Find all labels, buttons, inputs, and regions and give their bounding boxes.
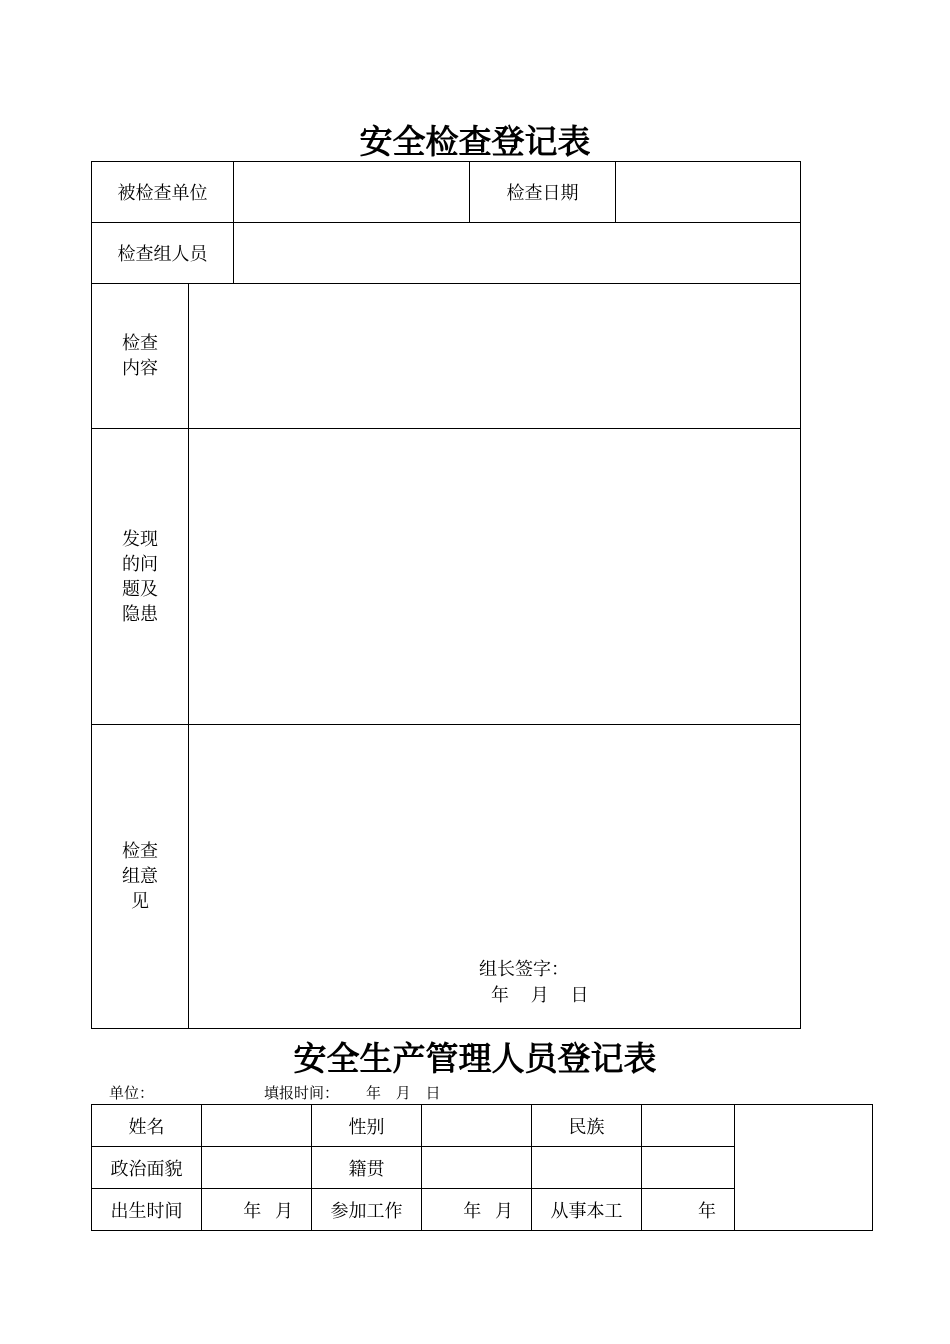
- safety-inspection-table: [91, 161, 801, 1029]
- native-place-field[interactable]: [422, 1147, 532, 1189]
- signature-date: 年 月 日: [491, 985, 589, 1006]
- fill-time-value: 年 月 日: [366, 1084, 441, 1102]
- ethnicity-label: 民族: [532, 1105, 642, 1147]
- political-status-label: 政治面貌: [92, 1147, 202, 1189]
- inspection-date-field[interactable]: [616, 162, 801, 223]
- ethnicity-field[interactable]: [642, 1105, 735, 1147]
- inspection-content-field[interactable]: [189, 284, 801, 429]
- work-start-field[interactable]: 年 月: [422, 1189, 532, 1231]
- birth-date-field[interactable]: 年 月: [202, 1189, 312, 1231]
- inspection-content-label: 检查 内容: [92, 284, 189, 429]
- form2-title: 安全生产管理人员登记表: [293, 1039, 657, 1078]
- political-status-field[interactable]: [202, 1147, 312, 1189]
- issues-found-label: 发现 的问 题及 隐患: [92, 429, 189, 725]
- work-start-label: 参加工作: [312, 1189, 422, 1231]
- empty-cell[interactable]: [532, 1147, 642, 1189]
- team-opinion-label: 检查 组意 见: [92, 725, 189, 1029]
- inspected-unit-field[interactable]: [234, 162, 470, 223]
- personnel-registration-table: [91, 1104, 873, 1231]
- birth-date-label: 出生时间: [92, 1189, 202, 1231]
- fill-time-label: 填报时间：: [264, 1084, 340, 1102]
- form1-title: 安全检查登记表: [359, 122, 591, 161]
- gender-label: 性别: [312, 1105, 422, 1147]
- name-field[interactable]: [202, 1105, 312, 1147]
- leader-signature-label: 组长签字：: [479, 959, 569, 980]
- job-years-field[interactable]: 年: [642, 1189, 735, 1231]
- name-label: 姓名: [92, 1105, 202, 1147]
- inspection-date-label: 检查日期: [470, 162, 616, 223]
- unit-label: 单位：: [109, 1084, 155, 1102]
- issues-found-field[interactable]: [189, 429, 801, 725]
- inspected-unit-label: 被检查单位: [92, 162, 234, 223]
- native-place-label: 籍贯: [312, 1147, 422, 1189]
- gender-field[interactable]: [422, 1105, 532, 1147]
- job-years-label: 从事本工: [532, 1189, 642, 1231]
- empty-cell[interactable]: [642, 1147, 735, 1189]
- team-members-field[interactable]: [234, 223, 801, 284]
- photo-cell[interactable]: [735, 1105, 873, 1231]
- team-opinion-field[interactable]: [189, 725, 801, 1029]
- team-members-label: 检查组人员: [92, 223, 234, 284]
